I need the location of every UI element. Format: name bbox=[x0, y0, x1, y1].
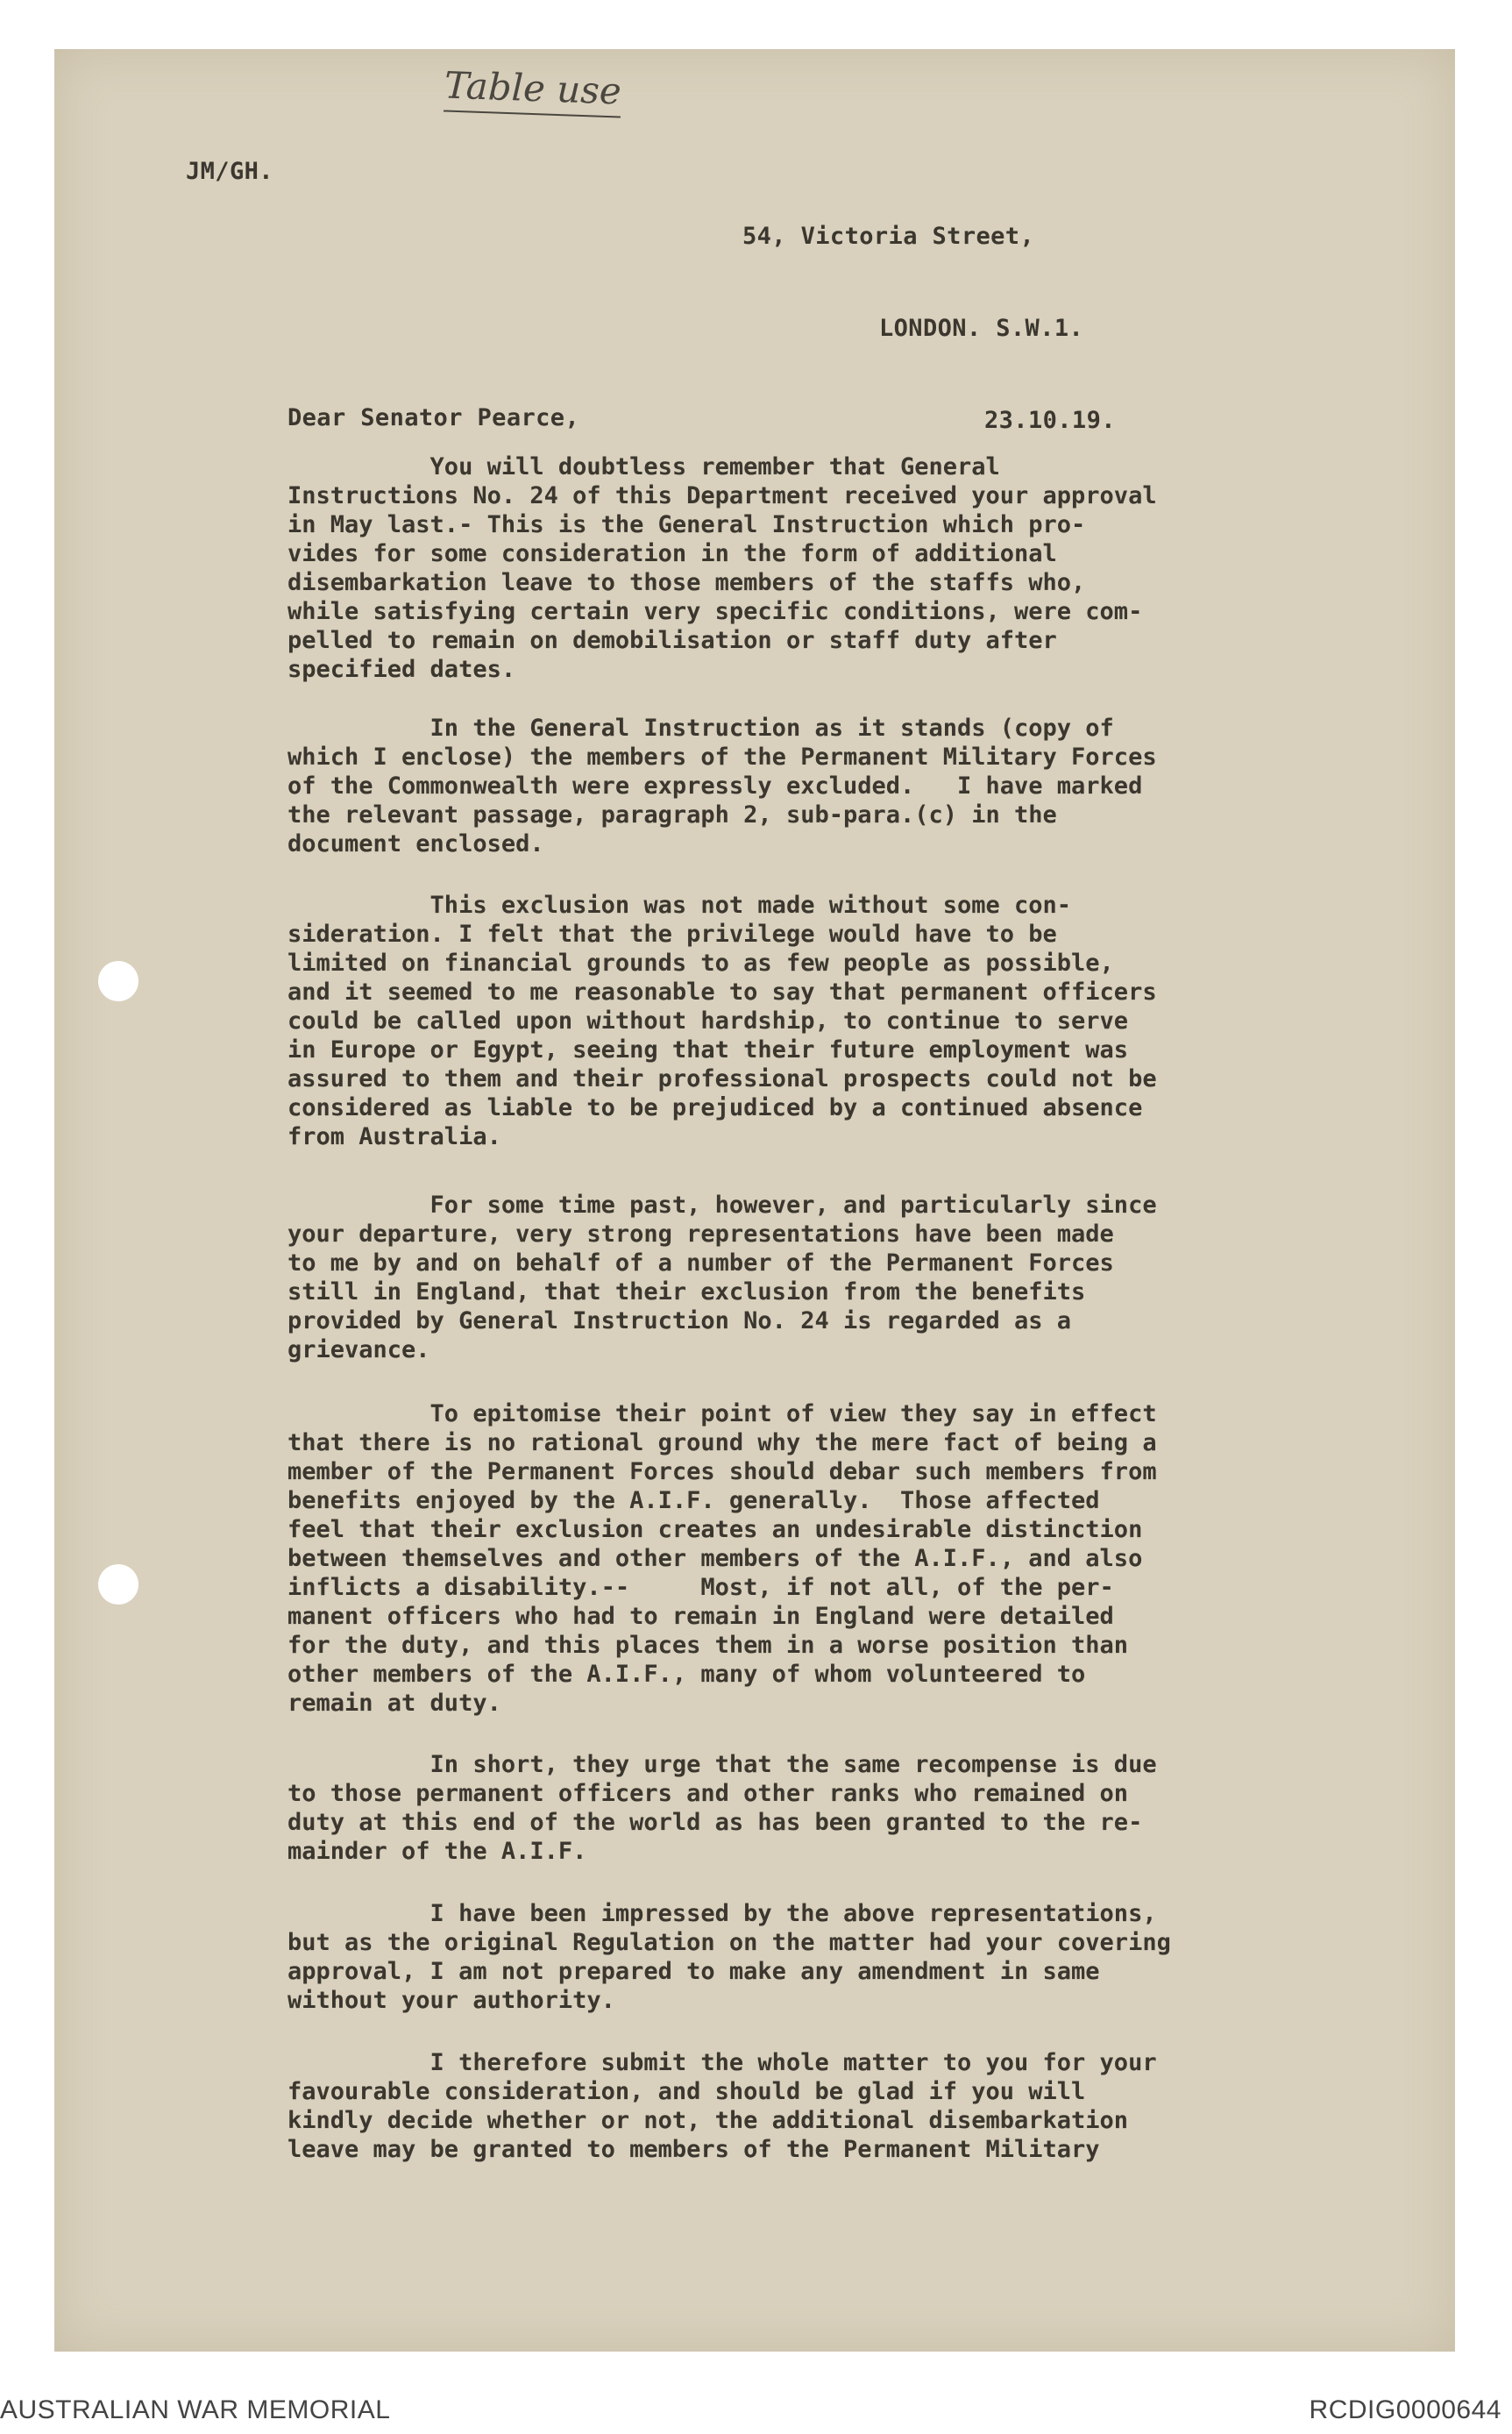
footer-institution: AUSTRALIAN WAR MEMORIAL bbox=[0, 2395, 391, 2424]
paragraph-line: which I enclose) the members of the Permanent Military Forces bbox=[287, 744, 1157, 771]
paragraph-line: duty at this end of the world as has been granted to the re- bbox=[287, 1809, 1143, 1836]
paragraph-line: that there is no rational ground why the mere fact of being a bbox=[287, 1429, 1157, 1456]
paragraph-line: sideration. I felt that the privilege would have to be bbox=[287, 921, 1057, 948]
paragraph-1 bbox=[287, 452, 1436, 684]
paragraph-6 bbox=[287, 1750, 1436, 1866]
address-city: LONDON. S.W.1. bbox=[879, 315, 1084, 342]
paragraph-7 bbox=[287, 1899, 1436, 2015]
paragraph-line: to those permanent officers and other ranks who remained on bbox=[287, 1780, 1129, 1807]
letter-date: 23.10.19. bbox=[984, 407, 1116, 434]
paragraph-line: This exclusion was not made without some con- bbox=[287, 892, 1072, 919]
paragraph-line: but as the original Regulation on the matter had your covering bbox=[287, 1929, 1171, 1956]
paragraph-line: In the General Instruction as it stands (copy of bbox=[287, 715, 1114, 742]
paragraph-line: remain at duty. bbox=[287, 1690, 501, 1717]
punch-hole-bottom bbox=[98, 1564, 138, 1605]
sender-address bbox=[742, 160, 1116, 497]
paragraph-line: For some time past, however, and particularly since bbox=[287, 1192, 1157, 1219]
paragraph-line: other members of the A.I.F., many of whom volunteered to bbox=[287, 1661, 1086, 1688]
paragraph-line: considered as liable to be prejudiced by a continued absence bbox=[287, 1094, 1143, 1121]
paragraph-line: pelled to remain on demobilisation or staff duty after bbox=[287, 627, 1057, 654]
paragraph-5 bbox=[287, 1399, 1436, 1718]
paragraph-3 bbox=[287, 891, 1436, 1151]
paragraph-line: still in England, that their exclusion from the benefits bbox=[287, 1278, 1086, 1306]
paragraph-line: feel that their exclusion creates an undesirable distinction bbox=[287, 1516, 1143, 1543]
paragraph-line: inflicts a disability.-- Most, if not all, of the per- bbox=[287, 1574, 1114, 1601]
paragraph-line: grievance. bbox=[287, 1336, 430, 1363]
paragraph-line: kindly decide whether or not, the additional disembarkation bbox=[287, 2107, 1129, 2134]
paragraph-line: and it seemed to me reasonable to say that permanent officers bbox=[287, 979, 1157, 1006]
paragraph-line: in Europe or Egypt, seeing that their future employment was bbox=[287, 1036, 1129, 1064]
paragraph-line: mainder of the A.I.F. bbox=[287, 1838, 587, 1865]
paragraph-8 bbox=[287, 2048, 1436, 2164]
paragraph-line: between themselves and other members of the A.I.F., and also bbox=[287, 1545, 1143, 1572]
paragraph-line: limited on financial grounds to as few people as possible, bbox=[287, 950, 1114, 977]
reference-code: JM/GH. bbox=[186, 158, 273, 185]
handwritten-note-text: Table use bbox=[444, 63, 622, 113]
paragraph-line: specified dates. bbox=[287, 656, 516, 683]
letter-sheet bbox=[54, 49, 1455, 2352]
paragraph-line: to me by and on behalf of a number of the Permanent Forces bbox=[287, 1249, 1114, 1277]
paragraph-line: I therefore submit the whole matter to you for your bbox=[287, 2049, 1157, 2076]
footer-record-id: RCDIG0000644 bbox=[1309, 2395, 1501, 2424]
paragraph-line: I have been impressed by the above representations, bbox=[287, 1900, 1157, 1927]
paragraph-line: favourable consideration, and should be glad if you will bbox=[287, 2078, 1086, 2105]
paragraph-line: assured to them and their professional prospects could not be bbox=[287, 1065, 1157, 1092]
paragraph-line: in May last.- This is the General Instruction which pro- bbox=[287, 511, 1086, 538]
paragraph-2 bbox=[287, 714, 1436, 858]
punch-hole-top bbox=[98, 961, 138, 1001]
paragraph-line: the relevant passage, paragraph 2, sub-para.(c) in the bbox=[287, 801, 1057, 829]
paragraph-line: could be called upon without hardship, to continue to serve bbox=[287, 1007, 1129, 1035]
paragraph-line: In short, they urge that the same recompense is due bbox=[287, 1751, 1157, 1778]
paragraph-4 bbox=[287, 1191, 1436, 1364]
paragraph-line: approval, I am not prepared to make any amendment in same bbox=[287, 1958, 1100, 1985]
paragraph-line: your departure, very strong representations have been made bbox=[287, 1221, 1114, 1248]
paragraph-line: You will doubtless remember that General bbox=[287, 453, 1000, 480]
paragraph-line: from Australia. bbox=[287, 1123, 501, 1150]
paragraph-line: for the duty, and this places them in a worse position than bbox=[287, 1632, 1129, 1659]
paragraph-line: Instructions No. 24 of this Department received your approval bbox=[287, 482, 1157, 509]
paragraph-line: while satisfying certain very specific conditions, were com- bbox=[287, 598, 1143, 625]
paragraph-line: benefits enjoyed by the A.I.F. generally. Those affected bbox=[287, 1487, 1100, 1514]
paragraph-line: document enclosed. bbox=[287, 830, 544, 858]
handwritten-note bbox=[444, 63, 621, 112]
address-street: 54, Victoria Street, bbox=[742, 223, 1035, 250]
paragraph-line: of the Commonwealth were expressly excluded. I have marked bbox=[287, 772, 1143, 800]
paragraph-line: manent officers who had to remain in England were detailed bbox=[287, 1603, 1114, 1630]
paragraph-line: provided by General Instruction No. 24 is regarded as a bbox=[287, 1307, 1072, 1334]
paragraph-line: leave may be granted to members of the Permanent Military bbox=[287, 2136, 1100, 2163]
paragraph-line: To epitomise their point of view they say in effect bbox=[287, 1400, 1157, 1427]
paragraph-line: without your authority. bbox=[287, 1987, 615, 2014]
paragraph-line: disembarkation leave to those members of the staffs who, bbox=[287, 569, 1086, 596]
paragraph-line: member of the Permanent Forces should debar such members from bbox=[287, 1458, 1157, 1485]
paragraph-line: vides for some consideration in the form of additional bbox=[287, 540, 1057, 567]
salutation: Dear Senator Pearce, bbox=[287, 404, 580, 431]
